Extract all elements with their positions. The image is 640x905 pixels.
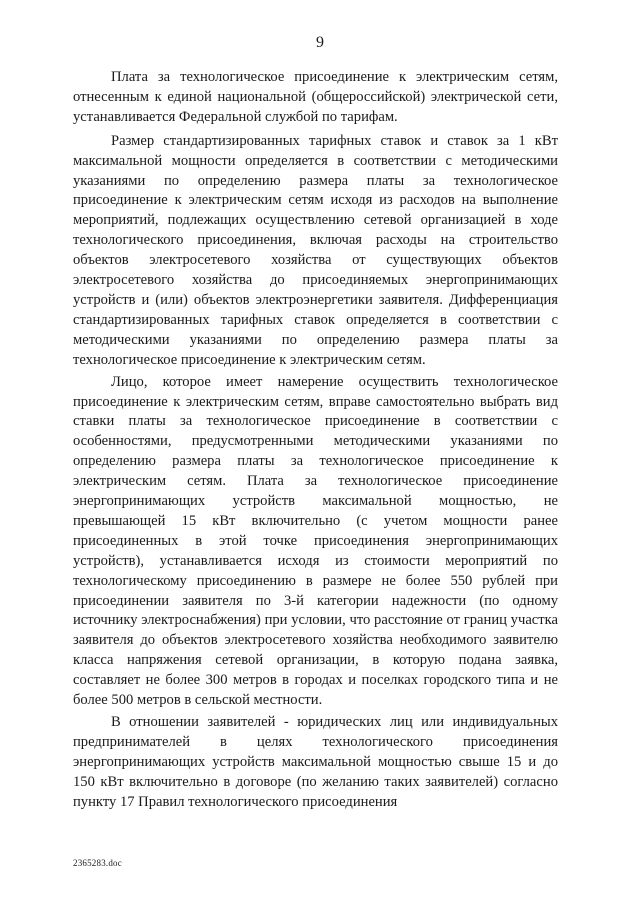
paragraph-tariff-authority: Плата за технологическое присоединение к электрическим сетям, отнесенным к единой национальной (общероссийской) электрической сети, устанавливается Федеральной службой по тарифам. (73, 69, 558, 125)
document-code: 2365283.doc (73, 858, 122, 868)
page-number: 9 (316, 34, 324, 51)
document-body (73, 68, 558, 815)
paragraph-standard-rates: Размер стандартизированных тарифных ставок и ставок за 1 кВт максимальной мощности определяется в соответствии с методическими указаниями по определению размера платы за технологическое присоединение к электрическим сетям исходя из расходов на выполнение мероприятий, подлежащих осуществлению сетевой организацией в ходе технологического присоединения, включая расходы на строительство объектов электросетевого хозяйства от существующих объектов электросетевого хозяйства до присоединяемых энергопринимающих устройств и (или) объектов электроэнергетики заявителя. Дифференциация стандартизированных тарифных ставок определяется в соответствии с методическими указаниями по определению размера платы за технологическое присоединение к электрическим сетям. (73, 132, 558, 368)
paragraph-legal-entities: В отношении заявителей - юридических лиц или индивидуальных предпринимателей в целях технологического присоединения энергопринимающих устройств максимальной мощностью свыше 15 и до 150 кВт включительно в договоре (по желанию таких заявителей) согласно пункту 17 Правил технологического присоединения (73, 714, 558, 810)
paragraph-rate-choice: Лицо, которое имеет намерение осуществить технологическое присоединение к электрическим сетям, вправе самостоятельно выбрать вид ставки платы за технологическое присоединение в соответствии с особенностями, предусмотренными методическими указаниями по определению размера платы за технологическое присоединение к электрическим сетям. Плата за технологическое присоединение энергопринимающих устройств максимальной мощностью, не превышающей 15 кВт включительно (с учетом мощности ранее присоединенных в этой точке присоединения энергопринимающих устройств), устанавливается исходя из стоимости мероприятий по технологическому присоединению в размере не более 550 рублей при присоединении заявителя по 3-й категории надежности (по одному источнику электроснабжения) при условии, что расстояние от границ участка заявителя до объектов электросетевого хозяйства необходимого заявителю класса напряжения сетевой организации, в которую подана заявка, составляет не более 300 метров в городах и поселках городского типа и не более 500 метров в сельской местности. (73, 373, 558, 709)
